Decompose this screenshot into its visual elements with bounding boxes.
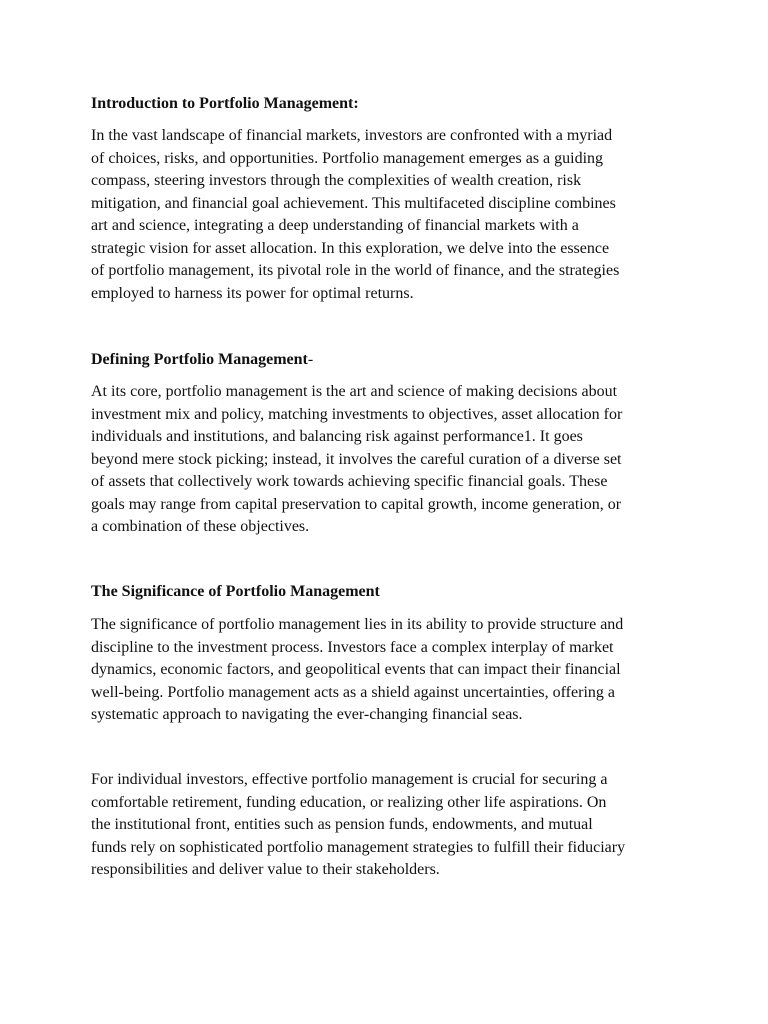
- paragraph-significance: [91, 614, 623, 727]
- text-line: a combination of these objectives.: [91, 518, 310, 535]
- text-line: well-being. Portfolio management acts as a shield against uncertainties, offering a: [91, 683, 615, 701]
- text-line: employed to harness its power for optimal returns.: [91, 284, 414, 302]
- text-line: The significance of portfolio management lies in its ability to provide structure and: [91, 616, 624, 633]
- text-line: of assets that collectively work towards achieving specific financial goals. These: [91, 473, 608, 490]
- text-line: comfortable retirement, funding education, or realizing other life aspirations. On: [91, 793, 607, 811]
- paragraph-individual-investors: [91, 769, 625, 882]
- text-line: strategic vision for asset allocation. In this exploration, we delve into the essence: [91, 239, 610, 257]
- text-line: At its core, portfolio management is the art and science of making decisions about: [91, 383, 618, 400]
- text-line: of portfolio management, its pivotal role in the world of finance, and the strategies: [91, 262, 620, 279]
- text-line: funds rely on sophisticated portfolio management strategies to fulfill their fiduciary: [91, 838, 626, 856]
- text-line: of choices, risks, and opportunities. Portfolio management emerges as a guiding: [91, 149, 604, 167]
- paragraph-defining: [91, 381, 622, 539]
- text-line: the institutional front, entities such as pension funds, endowments, and mutual: [91, 816, 593, 833]
- text-line: For individual investors, effective portfolio management is crucial for securing a: [91, 771, 608, 788]
- text-line: art and science, integrating a deep understanding of financial markets with a: [91, 217, 579, 234]
- text-line: goals may range from capital preservation to capital growth, income generation, or: [91, 495, 622, 513]
- text-line: beyond mere stock picking; instead, it involves the careful curation of a diverse set: [91, 450, 622, 468]
- text-line: systematic approach to navigating the ever-changing financial seas.: [91, 706, 523, 723]
- paragraph-introduction: [91, 125, 619, 305]
- section-heading-defining: Defining Portfolio Management-: [91, 351, 314, 368]
- text-line: In the vast landscape of financial markets, investors are confronted with a myriad: [91, 127, 613, 144]
- heading-suffix: -: [307, 351, 314, 368]
- text-line: compass, steering investors through the complexities of wealth creation, risk: [91, 172, 582, 189]
- text-line: dynamics, economic factors, and geopolitical events that can impact their financial: [91, 661, 621, 678]
- text-line: mitigation, and financial goal achievement. This multifaceted discipline combines: [91, 194, 616, 212]
- section-heading-introduction: Introduction to Portfolio Management:: [91, 95, 359, 112]
- text-line: responsibilities and deliver value to their stakeholders.: [91, 861, 440, 878]
- section-heading-significance: The Significance of Portfolio Management: [91, 583, 380, 600]
- text-line: individuals and institutions, and balancing risk against performance1. It goes: [91, 428, 583, 445]
- text-line: discipline to the investment process. Investors face a complex interplay of market: [91, 638, 614, 656]
- text-line: investment mix and policy, matching investments to objectives, asset allocation for: [91, 405, 623, 423]
